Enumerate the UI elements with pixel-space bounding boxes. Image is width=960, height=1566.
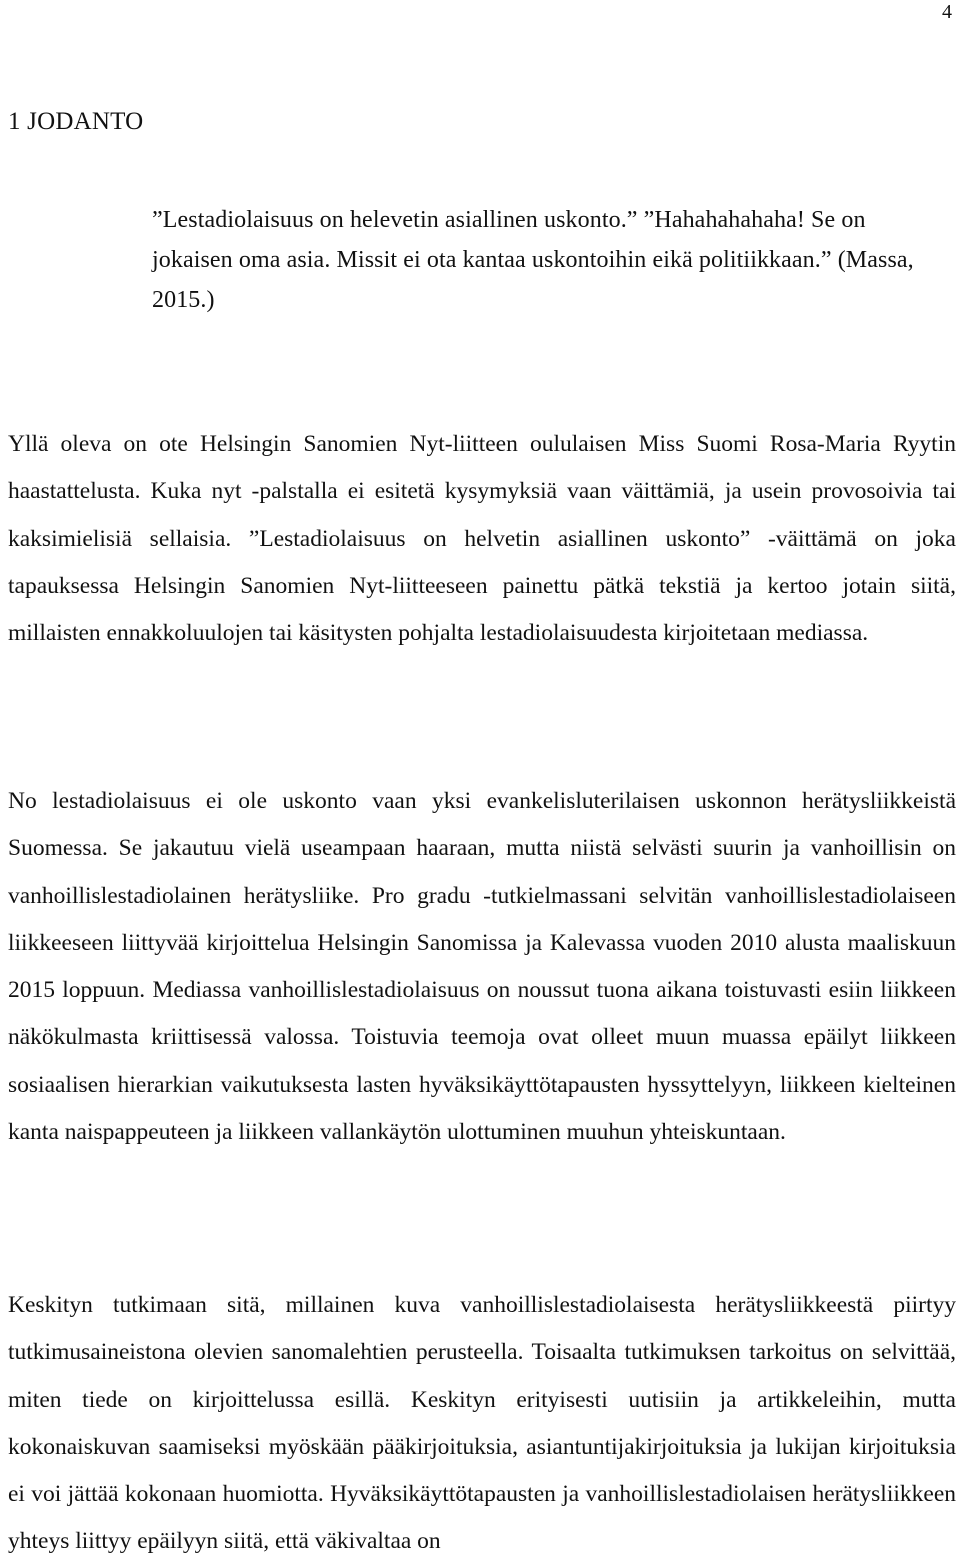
paragraph-3: Keskityn tutkimaan sitä, millainen kuva vanhoillislestadiolaisesta herätysliikkeestä piirtyy tutkimusaineistona olevien sanomalehtien perusteella. Toisaalta tutkimuksen tarkoitus on selvittää, miten tiede on kirjoittelussa esillä. Keskityn erityisesti uutisiin ja artikkeleihin, mutta kokonaiskuvan saamiseksi myöskään pääkirjoituksia, asiantuntijakirjoituksia ja lukijan kirjoituksia ei voi jättää kokonaan huomiotta. Hyväksikäyttötapausten ja vanhoillislestadiolaisen herätysliikkeen yhteys liittyy epäilyyn siitä, että väkivaltaa on	[8, 1292, 956, 1555]
chapter-heading: 1 JODANTO	[8, 108, 144, 135]
page-number: 4	[942, 1, 952, 23]
paragraph-2: No lestadiolaisuus ei ole uskonto vaan yksi evankelisluterilaisen uskonnon herätysliikkeistä Suomessa. Se jakautuu vielä useampaan haaraan, mutta niistä selvästi suurin ja vanhoillisin on vanhoillislestadiolainen herätysliike. Pro gradu -tutkielmassani selvitän vanhoillislestadiolaiseen liikkeeseen liittyvää kirjoittelua Helsingin Sanomissa ja Kalevassa vuoden 2010 alusta maaliskuun 2015 loppuun. Mediassa vanhoillislestadiolaisuus on noussut tuona aikana toistuvasti esiin liikkeen näkökulmasta kriittisessä valossa. Toistuvia teemoja ovat olleet muun muassa epäilyt liikkeen sosiaalisen hierarkian vaikutuksesta lasten hyväksikäyttötapausten hyssyttelyyn, liikkeen kielteinen kanta naispappeuteen ja liikkeen vallankäytön ulottuminen muuhun yhteiskuntaan.	[8, 788, 956, 1146]
paragraph-1: Yllä oleva on ote Helsingin Sanomien Nyt-liitteen oululaisen Miss Suomi Rosa-Maria Ryytin haastattelusta. Kuka nyt -palstalla ei esitetä kysymyksiä vaan väittämiä, ja usein provosoivia tai kaksimielisiä sellaisia. ”Lestadiolaisuus on helvetin asiallinen uskonto” -väittämä on joka tapauksessa Helsingin Sanomien Nyt-liitteeseen painettu pätkä tekstiä ja kertoo jotain siitä, millaisten ennakkoluulojen tai käsitysten pohjalta lestadiolaisuudesta kirjoitetaan mediassa.	[8, 431, 956, 647]
opening-quote: ”Lestadiolaisuus on helevetin asiallinen uskonto.” ”Hahahahahaha! Se on jokaisen oma asia. Missit ei ota kantaa uskontoihin eikä politiikkaan.” (Massa, 2015.)	[152, 207, 914, 313]
